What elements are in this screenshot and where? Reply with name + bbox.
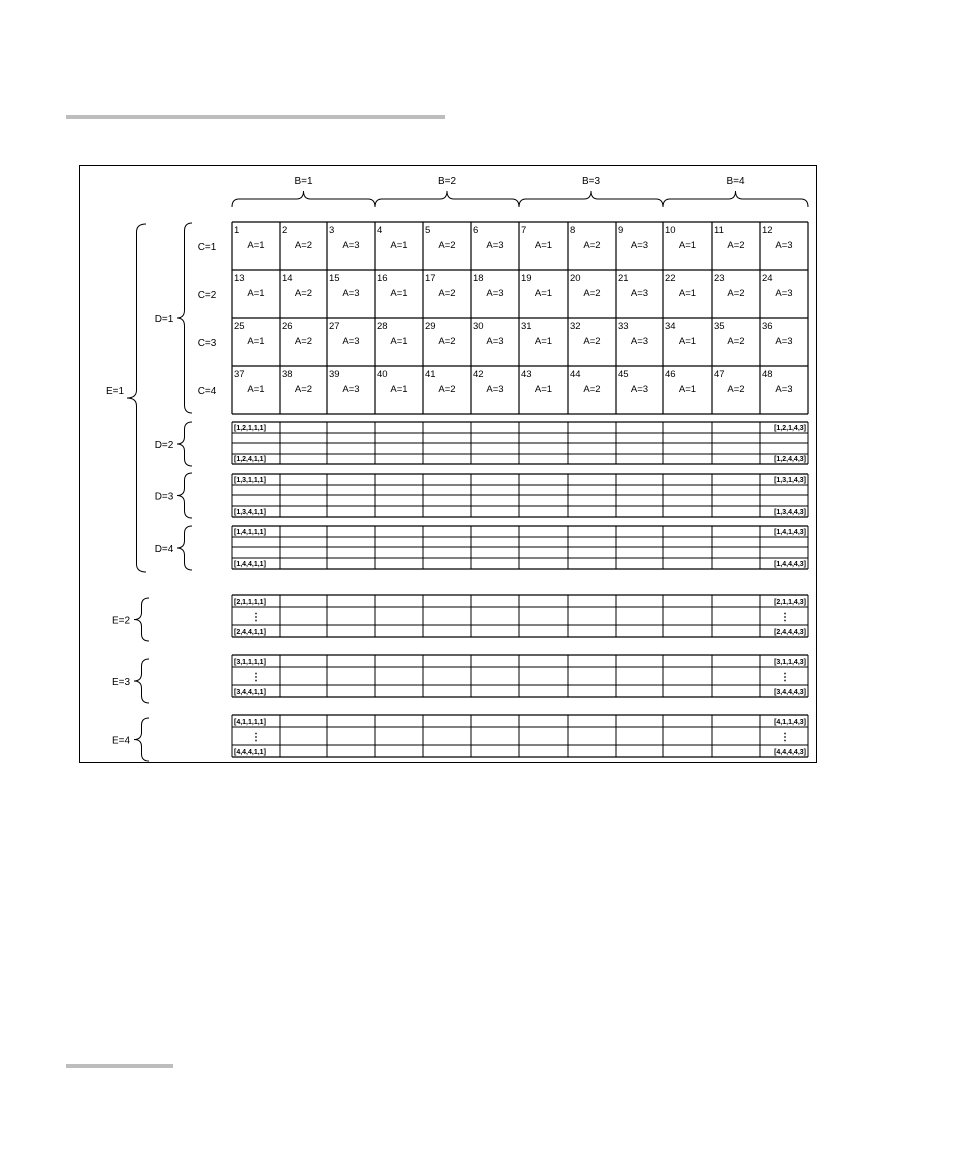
footer-rule — [66, 1064, 173, 1068]
cell-number: 41 — [425, 369, 436, 380]
index-label: [1,2,4,1,1] — [234, 456, 266, 463]
cell-number: 48 — [762, 369, 773, 380]
a-label: A=2 — [438, 240, 456, 251]
ellipsis-mark: ⋮ — [251, 672, 261, 683]
cell-number: 44 — [570, 369, 581, 380]
a-label: A=1 — [678, 288, 697, 299]
a-label: A=1 — [247, 384, 265, 395]
cell-number: 21 — [618, 273, 629, 284]
cell-number: 30 — [473, 321, 484, 332]
cell-number: 14 — [282, 273, 293, 284]
a-label: A=3 — [775, 336, 793, 347]
index-label: [4,1,1,1,1] — [234, 719, 266, 726]
cell-number: 25 — [234, 321, 245, 332]
e-brace — [134, 718, 149, 761]
a-label: A=2 — [727, 336, 745, 347]
header-rule — [66, 115, 445, 119]
e-brace — [134, 659, 149, 703]
index-label: [1,3,1,4,3] — [774, 477, 806, 484]
d-brace — [177, 473, 192, 518]
cell-number: 7 — [521, 225, 527, 236]
c-label: C=1 — [197, 242, 217, 253]
a-label: A=1 — [247, 336, 265, 347]
a-label: A=3 — [486, 384, 504, 395]
index-label: [4,4,4,4,3] — [774, 749, 806, 756]
index-label: [2,1,1,1,1] — [234, 599, 266, 606]
index-label: [1,3,1,1,1] — [234, 477, 266, 484]
ellipsis-mark: ⋮ — [251, 612, 261, 623]
e-label: E=2 — [111, 615, 131, 627]
b-label: B=3 — [581, 176, 601, 187]
cell-number: 31 — [521, 321, 532, 332]
cell-number: 1 — [234, 225, 240, 236]
b-brace — [519, 191, 663, 207]
a-label: A=1 — [678, 384, 697, 395]
a-label: A=3 — [342, 240, 360, 251]
a-label: A=2 — [583, 336, 601, 347]
cell-number: 12 — [762, 225, 773, 236]
e1-brace — [127, 224, 146, 572]
a-label: A=1 — [534, 384, 553, 395]
index-label: [2,4,4,4,3] — [774, 629, 806, 636]
a-label: A=3 — [342, 288, 360, 299]
index-label: [1,3,4,4,3] — [774, 509, 806, 516]
ellipsis-mark: ⋮ — [780, 672, 790, 683]
a-label: A=2 — [727, 288, 745, 299]
a-label: A=3 — [630, 336, 649, 347]
a-label: A=3 — [486, 240, 504, 251]
a-label: A=2 — [583, 240, 601, 251]
a-label: A=1 — [534, 240, 553, 251]
index-label: [4,1,1,4,3] — [774, 719, 806, 726]
a-label: A=1 — [390, 288, 408, 299]
cell-number: 32 — [570, 321, 581, 332]
cell-number: 35 — [714, 321, 725, 332]
index-label: [1,4,1,4,3] — [774, 529, 806, 536]
cell-number: 5 — [425, 225, 431, 236]
index-label: [1,3,4,1,1] — [234, 509, 266, 516]
a-label: A=3 — [630, 240, 649, 251]
a-label: A=1 — [390, 336, 408, 347]
cell-number: 27 — [329, 321, 340, 332]
cell-number: 13 — [234, 273, 245, 284]
index-label: [1,4,1,1,1] — [234, 529, 266, 536]
a-label: A=2 — [727, 384, 745, 395]
cell-number: 47 — [714, 369, 725, 380]
a-label: A=3 — [775, 384, 793, 395]
index-label: [3,4,4,4,3] — [774, 689, 806, 696]
cell-number: 26 — [282, 321, 293, 332]
cell-number: 3 — [329, 225, 335, 236]
c-label: C=2 — [197, 290, 217, 301]
ellipsis-mark: ⋮ — [780, 612, 790, 623]
a-label: A=1 — [247, 240, 265, 251]
index-label: [1,2,1,4,3] — [774, 425, 806, 432]
a-label: A=2 — [583, 288, 601, 299]
index-label: [1,2,1,1,1] — [234, 425, 266, 432]
cell-number: 37 — [234, 369, 245, 380]
cell-number: 24 — [762, 273, 773, 284]
a-label: A=3 — [342, 384, 360, 395]
index-label: [3,1,1,1,1] — [234, 659, 266, 666]
index-label: [1,4,4,4,3] — [774, 561, 806, 568]
index-label: [1,4,4,1,1] — [234, 561, 266, 568]
a-label: A=2 — [438, 336, 456, 347]
d1-brace — [177, 223, 192, 413]
cell-number: 36 — [762, 321, 773, 332]
d-label: D=4 — [154, 544, 174, 555]
d-label: D=3 — [154, 491, 174, 503]
index-layout-diagram — [80, 166, 818, 764]
cell-number: 22 — [665, 273, 676, 284]
e-label: E=3 — [111, 677, 131, 688]
cell-number: 28 — [377, 321, 388, 332]
a-label: A=3 — [342, 336, 360, 347]
index-label: [4,4,4,1,1] — [234, 749, 266, 756]
c-label: C=4 — [197, 386, 217, 397]
cell-number: 8 — [570, 225, 576, 236]
index-label: [3,4,4,1,1] — [234, 689, 266, 696]
a-label: A=1 — [247, 288, 265, 299]
a-label: A=3 — [630, 288, 649, 299]
cell-number: 39 — [329, 369, 340, 380]
a-label: A=2 — [583, 384, 601, 395]
cell-number: 42 — [473, 369, 484, 380]
ellipsis-mark: ⋮ — [251, 732, 261, 743]
cell-number: 18 — [473, 273, 484, 284]
a-label: A=2 — [294, 336, 313, 347]
cell-number: 2 — [282, 225, 288, 236]
cell-number: 43 — [521, 369, 532, 380]
b-label: B=1 — [294, 176, 313, 187]
b-label: B=4 — [726, 176, 745, 187]
a-label: A=3 — [775, 240, 793, 251]
cell-number: 20 — [570, 273, 581, 284]
cell-number: 10 — [665, 225, 676, 236]
cell-number: 6 — [473, 225, 479, 236]
b-label: B=2 — [437, 176, 457, 187]
b-brace — [232, 191, 375, 207]
a-label: A=1 — [678, 240, 697, 251]
e-label: E=1 — [105, 386, 125, 397]
cell-number: 11 — [714, 225, 724, 236]
cell-number: 46 — [665, 369, 676, 380]
index-label: [1,2,4,4,3] — [774, 456, 806, 463]
cell-number: 9 — [618, 225, 624, 236]
a-label: A=2 — [727, 240, 745, 251]
d-brace — [177, 526, 192, 570]
index-label: [2,1,1,4,3] — [774, 599, 806, 606]
ellipsis-mark: ⋮ — [780, 732, 790, 743]
d-label: D=1 — [154, 314, 174, 325]
cell-number: 38 — [282, 369, 293, 380]
cell-number: 34 — [665, 321, 676, 332]
a-label: A=1 — [534, 288, 553, 299]
a-label: A=2 — [438, 384, 456, 395]
a-label: A=3 — [630, 384, 649, 395]
b-brace — [663, 191, 808, 207]
b-brace — [375, 191, 519, 207]
a-label: A=1 — [390, 384, 408, 395]
a-label: A=1 — [678, 336, 697, 347]
cell-number: 33 — [618, 321, 629, 332]
cell-number: 45 — [618, 369, 629, 380]
cell-number: 15 — [329, 273, 340, 284]
cell-number: 4 — [377, 225, 383, 236]
index-label: [3,1,1,4,3] — [774, 659, 806, 666]
a-label: A=2 — [438, 288, 456, 299]
d-label: D=2 — [154, 440, 174, 451]
cell-number: 40 — [377, 369, 388, 380]
a-label: A=1 — [390, 240, 408, 251]
a-label: A=2 — [294, 240, 313, 251]
index-layout-figure — [79, 165, 817, 763]
e-brace — [134, 598, 149, 641]
a-label: A=3 — [775, 288, 793, 299]
index-label: [2,4,4,1,1] — [234, 629, 266, 636]
a-label: A=1 — [534, 336, 553, 347]
e-label: E=4 — [111, 735, 131, 747]
d-brace — [177, 422, 192, 466]
cell-number: 16 — [377, 273, 388, 284]
a-label: A=2 — [294, 288, 313, 299]
cell-number: 19 — [521, 273, 532, 284]
a-label: A=3 — [486, 336, 504, 347]
cell-number: 23 — [714, 273, 725, 284]
a-label: A=2 — [294, 384, 313, 395]
cell-number: 17 — [425, 273, 436, 284]
cell-number: 29 — [425, 321, 436, 332]
a-label: A=3 — [486, 288, 504, 299]
c-label: C=3 — [197, 338, 217, 349]
